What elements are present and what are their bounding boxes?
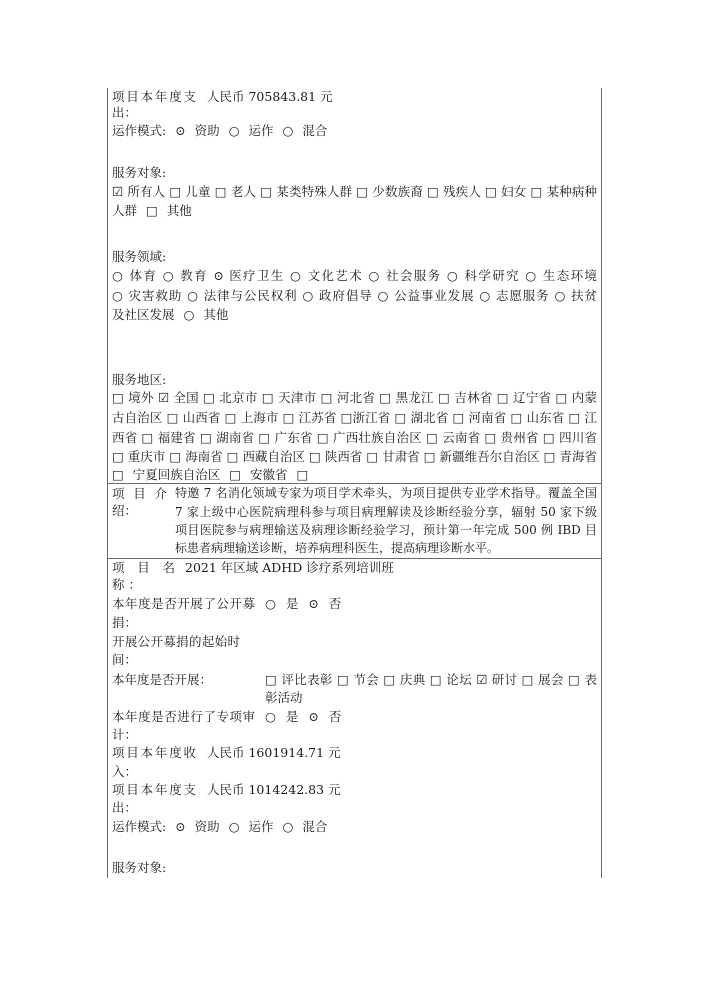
activities-label: 本年度是否开展： [112, 672, 213, 687]
fundraising-start-label: 开展公开募捐的起始时 [112, 634, 240, 649]
service-target-label: 服务对象: [112, 165, 167, 180]
service-region-label: 服务地区: [112, 372, 167, 387]
special-audit-label-cont: 计： [112, 727, 138, 742]
service-region-options: □ 宁夏回族自治区 □ 安徽省 □ [112, 467, 309, 482]
income-label: 项目本年度收 [112, 745, 196, 760]
intro-text: 项目医院参与病理输送及病理诊断经验学习，预计第一年完成 500 例 IBD 目 [175, 523, 597, 537]
special-audit-label: 本年度是否进行了专项审 [112, 709, 255, 724]
public-fundraising-label-cont: 捐： [112, 615, 138, 630]
service-target-label: 服务对象: [112, 860, 167, 875]
expense-label-cont: 出： [112, 105, 138, 120]
table-row-divider [107, 483, 602, 484]
public-fundraising-label: 本年度是否开展了公开募 [112, 596, 255, 611]
public-fundraising-options: ○ 是 ⊙ 否 [265, 596, 342, 611]
service-region-options: 古自治区 □ 山西省 □ 上海市 □ 江苏省 □浙江省 □ 湖北省 □ 河南省 □ 山东省 □ 江 [112, 410, 597, 425]
intro-label: 项 目 介 [112, 486, 167, 501]
intro-text: 特邀 7 名消化领域专家为项目学术牵头，为项目提供专业学术指导。覆盖全国 [175, 486, 597, 500]
table-row-divider [107, 558, 602, 559]
service-region-options: 西省 □ 福建省 □ 湖南省 □ 广东省 □ 广西壮族自治区 □ 云南省 □ 贵州省 □ 四川省 [112, 430, 597, 445]
expense-label: 项目本年度支 [112, 782, 196, 797]
intro-text: 标患者病理输送诊断，培养病理科医生，提高病理诊断水平。 [175, 541, 500, 555]
service-field-label: 服务领域: [112, 249, 167, 264]
intro-label-cont: 绍： [112, 503, 138, 518]
project-name-value: 2021 年区域 ADHD 诊疗系列培训班 [185, 560, 394, 575]
service-region-options: □ 重庆市 □ 海南省 □ 西藏自治区 □ 陕西省 □ 甘肃省 □ 新疆维吾尔自治区 □ 青海省 [112, 449, 597, 464]
project-name-label-cont: 称 ： [112, 577, 141, 592]
fundraising-start-label-cont: 间： [112, 652, 138, 667]
income-label-cont: 入： [112, 764, 138, 779]
service-target-options: ☑ 所有人 □ 儿童 □ 老人 □ 某类特殊人群 □ 少数族裔 □ 残疾人 □ 妇女 □ 某种病种 [112, 184, 597, 199]
project-name-label: 项 目 名 [112, 560, 175, 575]
service-field-options: 及社区发展 ○ 其他 [112, 307, 229, 322]
expense-label-cont: 出： [112, 800, 138, 815]
service-region-options: □ 境外 ☑ 全国 □ 北京市 □ 天津市 □ 河北省 □ 黑龙江 □ 吉林省 □ 辽宁省 □ 内蒙 [112, 390, 597, 405]
expense-value: 人民币 705843.81 元 [207, 89, 333, 104]
service-field-options: ○ 灾害救助 ○ 法律与公民权利 ○ 政府倡导 ○ 公益事业发展 ○ 志愿服务 ○ 扶贫 [112, 288, 597, 303]
operation-mode: 运作模式: ⊙ 资助 ○ 运作 ○ 混合 [112, 819, 328, 834]
expense-value: 人民币 1014242.83 元 [207, 782, 341, 797]
income-value: 人民币 1601914.71 元 [207, 745, 341, 760]
activities-options: 彰活动 [265, 690, 303, 705]
special-audit-options: ○ 是 ⊙ 否 [265, 709, 342, 724]
service-target-options: 人群 □ 其他 [112, 203, 192, 218]
expense-label: 项目本年度支 [112, 89, 196, 104]
activities-options: □ 评比表彰 □ 节会 □ 庆典 □ 论坛 ☑ 研讨 □ 展会 □ 表 [265, 672, 597, 687]
operation-mode: 运作模式: ⊙ 资助 ○ 运作 ○ 混合 [112, 123, 328, 138]
service-field-options: ○ 体育 ○ 教育 ⊙ 医疗卫生 ○ 文化艺术 ○ 社会服务 ○ 科学研究 ○ 生态环境 [112, 268, 597, 283]
intro-text: 7 家上级中心医院病理科参与项目病理解读及诊断经验分享，辐射 50 家下级 [175, 505, 597, 519]
